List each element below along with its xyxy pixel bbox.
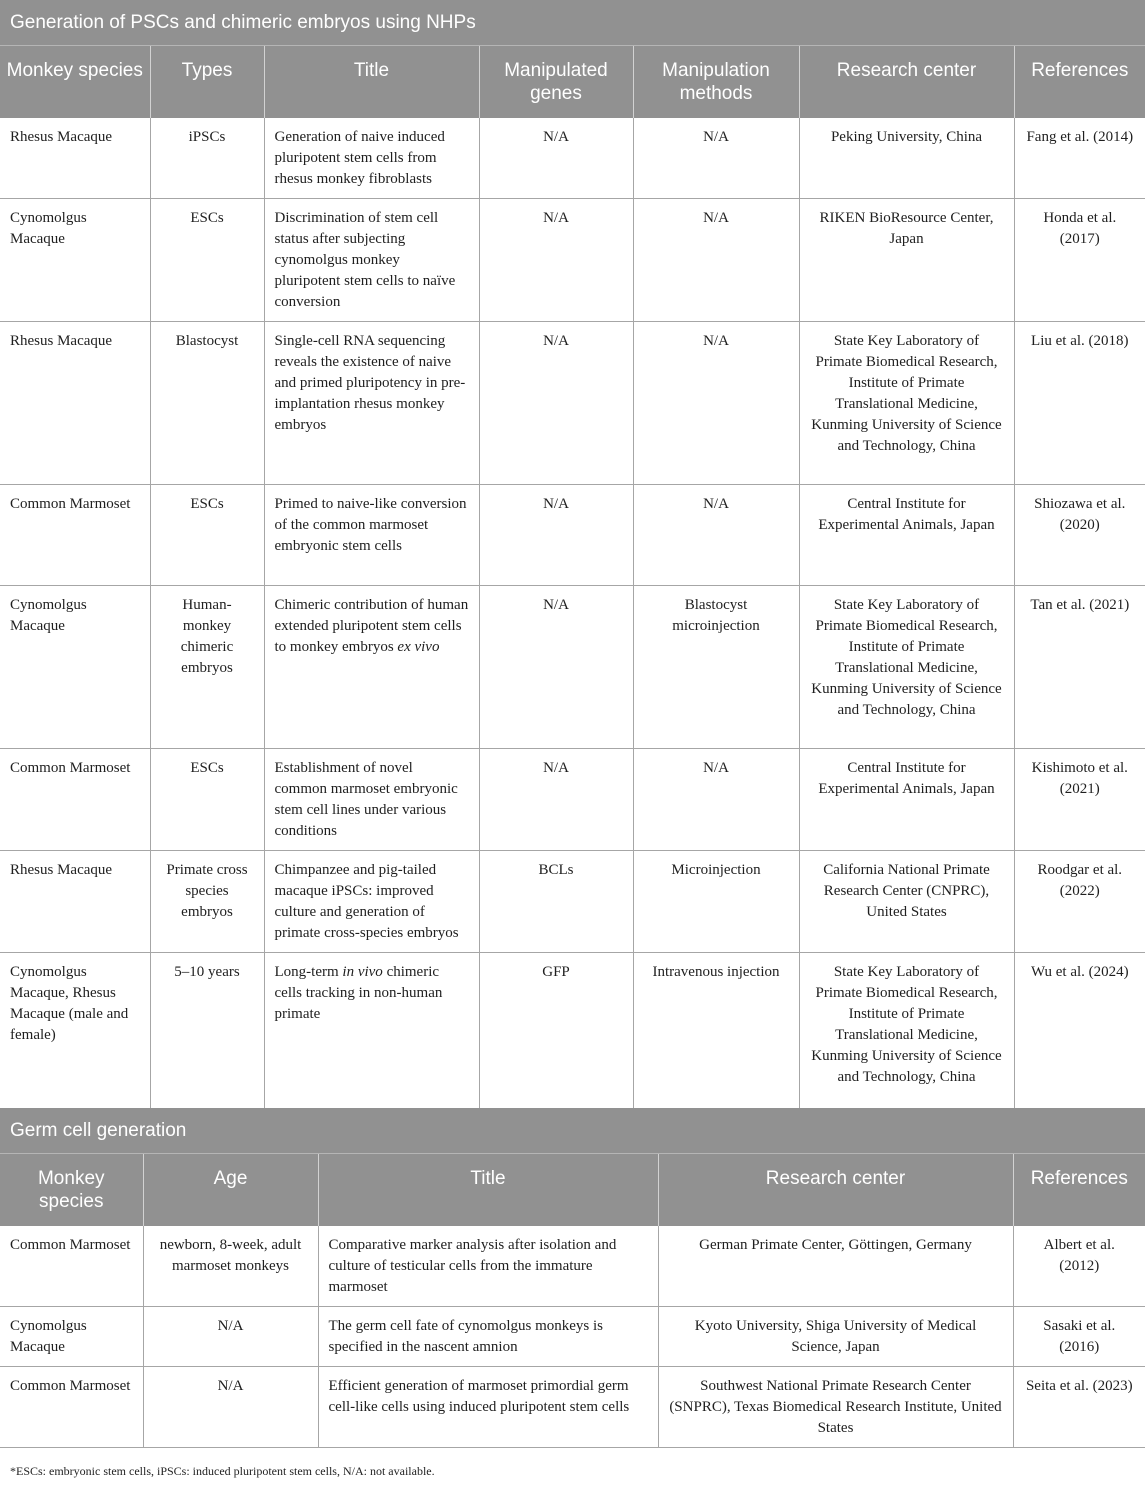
- title-text: Long-term: [274, 963, 343, 980]
- reference-cell: Wu et al. (2024): [1014, 952, 1145, 1114]
- column-header: Manipulated genes: [479, 46, 633, 118]
- column-header: Age: [143, 1154, 318, 1226]
- column-header: Manipulation methods: [633, 46, 799, 118]
- type-cell: ESCs: [150, 748, 264, 850]
- title-cell: Chimpanzee and pig-tailed macaque iPSCs: improved culture and generation of primate cross-species embryos: [264, 850, 479, 952]
- title-cell: The germ cell fate of cynomolgus monkeys is specified in the nascent amnion: [318, 1306, 658, 1366]
- column-header: Title: [318, 1154, 658, 1226]
- age-cell: N/A: [143, 1306, 318, 1366]
- title-cell: [264, 952, 479, 1114]
- title-text: Chimeric contribution of human extended pluripotent stem cells to monkey embryos: [274, 596, 469, 655]
- species-cell: Rhesus Macaque: [0, 321, 150, 484]
- table-header-row: [0, 1154, 1145, 1226]
- column-header: Monkey species: [0, 46, 150, 118]
- species-cell: Cynomolgus Macaque: [0, 585, 150, 748]
- table-header-row: [0, 46, 1145, 118]
- center-cell: Central Institute for Experimental Animals, Japan: [799, 748, 1014, 850]
- title-cell: Establishment of novel common marmoset embryonic stem cell lines under various conditions: [264, 748, 479, 850]
- genes-cell: N/A: [479, 321, 633, 484]
- age-cell: N/A: [143, 1366, 318, 1447]
- table-germ-cell: [0, 1108, 1145, 1448]
- table-row: [0, 484, 1145, 585]
- table-row: [0, 585, 1145, 748]
- center-cell: Peking University, China: [799, 118, 1014, 199]
- species-cell: Common Marmoset: [0, 1366, 143, 1447]
- title-cell: [264, 585, 479, 748]
- species-cell: Rhesus Macaque: [0, 118, 150, 199]
- genes-cell: GFP: [479, 952, 633, 1114]
- center-cell: State Key Laboratory of Primate Biomedical Research, Institute of Primate Translational Medicine, Kunming University of Science and Technology, China: [799, 585, 1014, 748]
- table-row: [0, 1226, 1145, 1307]
- methods-cell: N/A: [633, 118, 799, 199]
- section-title: Generation of PSCs and chimeric embryos using NHPs: [0, 0, 1145, 46]
- table-row: [0, 952, 1145, 1114]
- center-cell: Kyoto University, Shiga University of Medical Science, Japan: [658, 1306, 1013, 1366]
- reference-cell: Tan et al. (2021): [1014, 585, 1145, 748]
- title-text: chimeric cells tracking in non-human primate: [274, 963, 443, 1022]
- genes-cell: N/A: [479, 484, 633, 585]
- type-cell: iPSCs: [150, 118, 264, 199]
- section-title: Germ cell generation: [0, 1108, 1145, 1154]
- genes-cell: BCLs: [479, 850, 633, 952]
- type-cell: Blastocyst: [150, 321, 264, 484]
- column-header: Title: [264, 46, 479, 118]
- title-cell: Single-cell RNA sequencing reveals the existence of naive and primed pluripotency in pre-implantation rhesus monkey embryos: [264, 321, 479, 484]
- reference-cell: Roodgar et al. (2022): [1014, 850, 1145, 952]
- reference-cell: Kishimoto et al. (2021): [1014, 748, 1145, 850]
- column-header: Research center: [799, 46, 1014, 118]
- title-cell: Efficient generation of marmoset primordial germ cell-like cells using induced pluripotent stem cells: [318, 1366, 658, 1447]
- species-cell: Common Marmoset: [0, 484, 150, 585]
- table-row: [0, 748, 1145, 850]
- genes-cell: N/A: [479, 585, 633, 748]
- title-cell: Generation of naive induced pluripotent stem cells from rhesus monkey fibroblasts: [264, 118, 479, 199]
- column-header: Types: [150, 46, 264, 118]
- column-header: References: [1013, 1154, 1145, 1226]
- table-footnote: *ESCs: embryonic stem cells, iPSCs: induced pluripotent stem cells, N/A: not available.: [10, 1464, 435, 1478]
- center-cell: Central Institute for Experimental Animals, Japan: [799, 484, 1014, 585]
- age-cell: newborn, 8-week, adult marmoset monkeys: [143, 1226, 318, 1307]
- title-cell: Comparative marker analysis after isolation and culture of testicular cells from the immature marmoset: [318, 1226, 658, 1307]
- reference-cell: Albert et al. (2012): [1013, 1226, 1145, 1307]
- title-italic-text: in vivo: [342, 963, 383, 980]
- column-header: Research center: [658, 1154, 1013, 1226]
- reference-cell: Liu et al. (2018): [1014, 321, 1145, 484]
- methods-cell: Microinjection: [633, 850, 799, 952]
- center-cell: State Key Laboratory of Primate Biomedical Research, Institute of Primate Translational Medicine, Kunming University of Science and Technology, China: [799, 321, 1014, 484]
- center-cell: Southwest National Primate Research Center (SNPRC), Texas Biomedical Research Institute, United States: [658, 1366, 1013, 1447]
- methods-cell: N/A: [633, 484, 799, 585]
- type-cell: ESCs: [150, 484, 264, 585]
- reference-cell: Fang et al. (2014): [1014, 118, 1145, 199]
- species-cell: Common Marmoset: [0, 1226, 143, 1307]
- column-header: Monkey species: [0, 1154, 143, 1226]
- table-row: [0, 1306, 1145, 1366]
- genes-cell: N/A: [479, 748, 633, 850]
- genes-cell: N/A: [479, 118, 633, 199]
- table-row: [0, 118, 1145, 199]
- center-cell: California National Primate Research Center (CNPRC), United States: [799, 850, 1014, 952]
- reference-cell: Sasaki et al. (2016): [1013, 1306, 1145, 1366]
- species-cell: Cynomolgus Macaque, Rhesus Macaque (male and female): [0, 952, 150, 1114]
- table-row: [0, 198, 1145, 321]
- species-cell: Rhesus Macaque: [0, 850, 150, 952]
- title-cell: Primed to naive-like conversion of the common marmoset embryonic stem cells: [264, 484, 479, 585]
- reference-cell: Honda et al. (2017): [1014, 198, 1145, 321]
- species-cell: Common Marmoset: [0, 748, 150, 850]
- methods-cell: Intravenous injection: [633, 952, 799, 1114]
- type-cell: Primate cross species embryos: [150, 850, 264, 952]
- genes-cell: N/A: [479, 198, 633, 321]
- methods-cell: Blastocyst microinjection: [633, 585, 799, 748]
- center-cell: RIKEN BioResource Center, Japan: [799, 198, 1014, 321]
- species-cell: Cynomolgus Macaque: [0, 198, 150, 321]
- center-cell: State Key Laboratory of Primate Biomedical Research, Institute of Primate Translational Medicine, Kunming University of Science and Technology, China: [799, 952, 1014, 1114]
- reference-cell: Shiozawa et al. (2020): [1014, 484, 1145, 585]
- title-italic-text: ex vivo: [397, 638, 440, 655]
- column-header: References: [1014, 46, 1145, 118]
- species-cell: Cynomolgus Macaque: [0, 1306, 143, 1366]
- methods-cell: N/A: [633, 321, 799, 484]
- methods-cell: N/A: [633, 198, 799, 321]
- table-row: [0, 1366, 1145, 1447]
- type-cell: Human-monkey chimeric embryos: [150, 585, 264, 748]
- reference-cell: Seita et al. (2023): [1013, 1366, 1145, 1447]
- title-cell: Discrimination of stem cell status after subjecting cynomolgus monkey pluripotent stem cells to naïve conversion: [264, 198, 479, 321]
- table-row: [0, 850, 1145, 952]
- type-cell: 5–10 years: [150, 952, 264, 1114]
- center-cell: German Primate Center, Göttingen, Germany: [658, 1226, 1013, 1307]
- type-cell: ESCs: [150, 198, 264, 321]
- table-row: [0, 321, 1145, 484]
- methods-cell: N/A: [633, 748, 799, 850]
